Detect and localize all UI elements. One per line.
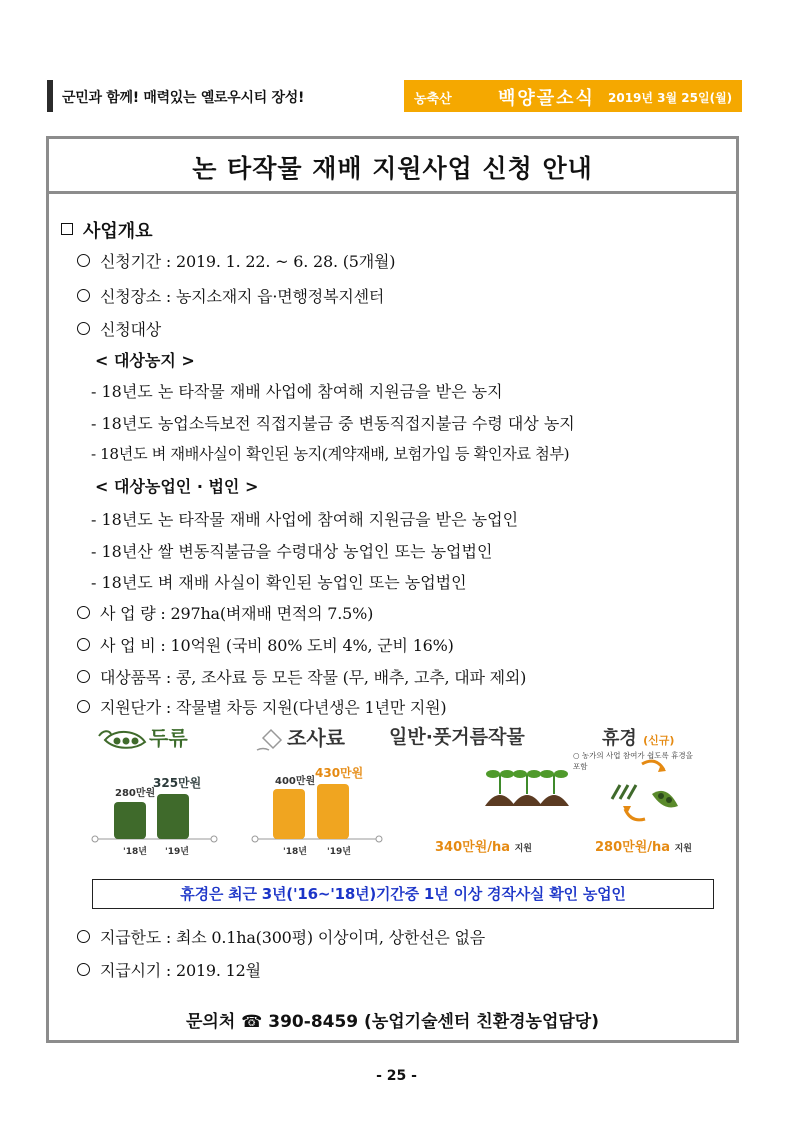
circle-bullet-icon [77, 963, 90, 976]
item-amount: 사 업 량 : 297ha(벼재배 면적의 7.5%) [77, 601, 373, 624]
support-infographic [87, 724, 702, 859]
forage-bag-icon [257, 730, 281, 750]
legumes-2018-value: 280만원 [115, 788, 156, 799]
circle-bullet-icon [77, 638, 90, 651]
target-farmer-line: - 18년도 벼 재배 사실이 확인된 농업인 또는 농업법인 [91, 573, 467, 592]
item-unit-price: 지원단가 : 작물별 차등 지원(다년생은 1년만 지원) [77, 695, 446, 718]
pea-pod-icon [99, 731, 145, 748]
header-section: 농축산 [414, 92, 452, 107]
target-land-line: - 18년도 논 타작물 재배 사업에 참여해 지원금을 받은 농지 [91, 382, 503, 401]
item-crops: 대상품목 : 콩, 조사료 등 모든 작물 (무, 배추, 고추, 대파 제외) [77, 665, 526, 688]
target-farmer-line: - 18년산 쌀 변동직불금을 수령대상 농업인 또는 농업법인 [91, 542, 493, 561]
legumes-bar-2018 [114, 802, 146, 839]
circle-bullet-icon [77, 930, 90, 943]
item-period: 신청기간 : 2019. 1. 22. ~ 6. 28. (5개월) [77, 249, 395, 272]
header-box [404, 80, 742, 112]
fallow-title: 휴경 (신규) [602, 728, 675, 749]
forage-2018-value: 400만원 [275, 776, 316, 787]
forage-title: 조사료 [287, 726, 345, 750]
header-slogan: 군민과 함께! 매력있는 옐로우시티 장성! [62, 90, 305, 106]
target-land-line: - 18년도 벼 재배사실이 확인된 농지(계약재배, 보험가입 등 확인자료 첨부) [91, 445, 570, 463]
legumes-title: 두류 [149, 726, 188, 750]
header-accent-bar [47, 80, 53, 112]
page-number: - 25 - [376, 1068, 417, 1084]
target-farmer-line: - 18년도 논 타작물 재배 사업에 참여해 지원금을 받은 농업인 [91, 510, 519, 529]
item-place: 신청장소 : 농지소재지 읍·면행정복지센터 [77, 284, 384, 307]
target-farmer-heading: < 대상농업인 · 법인 > [95, 477, 259, 496]
legumes-2019-year: '19년 [165, 847, 189, 857]
page-title: 논 타작물 재배 지원사업 신청 안내 [192, 154, 593, 183]
title-row [49, 139, 736, 194]
target-land-line: - 18년도 농업소득보전 직접지불금 중 변동직접지불금 수령 대상 농지 [91, 414, 575, 433]
fallow-amount: 280만원/ha 지원 [595, 840, 692, 855]
legumes-2018-year: '18년 [123, 847, 147, 857]
general-crops-amount: 340만원/ha 지원 [435, 840, 532, 855]
legumes-2019-value: 325만원 [153, 776, 202, 790]
item-limit: 지급한도 : 최소 0.1ha(300평) 이상이며, 상한선은 없음 [77, 925, 485, 948]
forage-bar-2018 [273, 789, 305, 839]
forage-2019-year: '19년 [327, 847, 351, 857]
seedlings-icon [485, 770, 569, 806]
legumes-bar-2019 [157, 794, 189, 839]
forage-2018-year: '18년 [283, 847, 307, 857]
square-bullet-icon [61, 223, 73, 235]
general-crops-title: 일반·풋거름작물 [389, 726, 525, 748]
circle-bullet-icon [77, 322, 90, 335]
fallow-note: ○ 농가의 사업 참여가 쉽도록 휴경을 포함 [573, 751, 693, 771]
forage-2019-value: 430만원 [315, 766, 364, 780]
announcement-frame [46, 136, 739, 1043]
item-target: 신청대상 [77, 317, 161, 340]
target-land-heading: < 대상농지 > [95, 351, 195, 370]
item-time: 지급시기 : 2019. 12월 [77, 958, 261, 981]
fallow-eligibility-notice: 휴경은 최근 3년('16~'18년)기간중 1년 이상 경작사실 확인 농업인 [92, 879, 714, 909]
circle-bullet-icon [77, 289, 90, 302]
contact-info: 문의처 ☎ 390-8459 (농업기술센터 친환경농업담당) [186, 1012, 599, 1032]
circle-bullet-icon [77, 670, 90, 683]
item-budget: 사 업 비 : 10억원 (국비 80% 도비 4%, 군비 16%) [77, 633, 454, 656]
header-newsletter-name: 백양골소식 [498, 88, 595, 109]
circle-bullet-icon [77, 254, 90, 267]
circle-bullet-icon [77, 606, 90, 619]
section-heading: 사업개요 [61, 217, 153, 243]
forage-bar-2019 [317, 784, 349, 839]
header-date: 2019년 3월 25일(월) [608, 91, 733, 105]
circle-bullet-icon [77, 700, 90, 713]
